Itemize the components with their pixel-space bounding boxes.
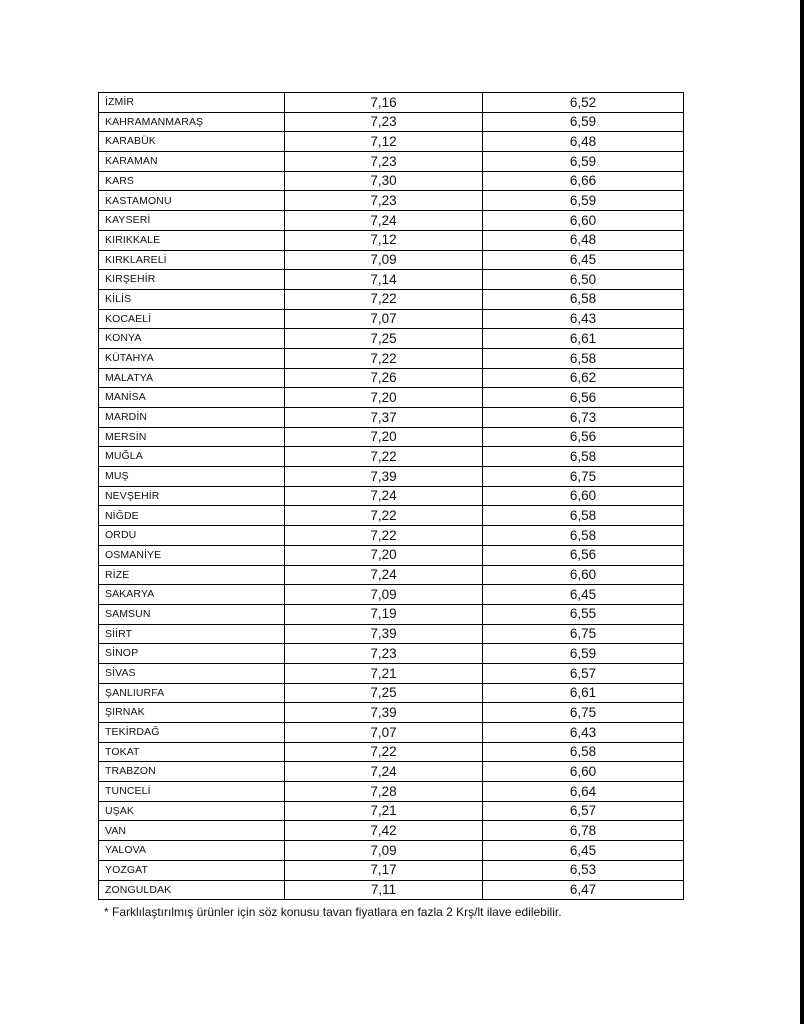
table-row [99,604,684,624]
price-cell-2: 6,66 [483,171,684,191]
price-cell-2: 6,60 [483,211,684,231]
table-row [99,191,684,211]
price-cell-1: 7,07 [285,309,483,329]
price-cell-1: 7,23 [285,112,483,132]
price-cell-1: 7,25 [285,683,483,703]
price-cell-1: 7,23 [285,644,483,664]
price-cell-1: 7,11 [285,880,483,900]
table-row [99,624,684,644]
table-row [99,348,684,368]
price-cell-1: 7,22 [285,742,483,762]
price-cell-2: 6,59 [483,191,684,211]
city-cell: SAMSUN [99,604,285,624]
price-cell-2: 6,61 [483,329,684,349]
table-row [99,821,684,841]
city-cell: KİLİS [99,289,285,309]
city-cell: SAKARYA [99,585,285,605]
city-cell: RİZE [99,565,285,585]
city-cell: MUĞLA [99,447,285,467]
price-cell-1: 7,12 [285,230,483,250]
city-cell: MUŞ [99,467,285,487]
price-cell-2: 6,58 [483,348,684,368]
price-cell-2: 6,59 [483,152,684,172]
table-row [99,683,684,703]
city-cell: MALATYA [99,368,285,388]
city-cell: TRABZON [99,762,285,782]
price-cell-1: 7,28 [285,782,483,802]
table-row [99,408,684,428]
table-row [99,585,684,605]
city-cell: KARAMAN [99,152,285,172]
table-row [99,506,684,526]
table-row [99,171,684,191]
price-cell-2: 6,60 [483,762,684,782]
price-cell-2: 6,60 [483,486,684,506]
city-cell: KASTAMONU [99,191,285,211]
city-cell: KAHRAMANMARAŞ [99,112,285,132]
city-cell: KIRIKKALE [99,230,285,250]
table-row [99,132,684,152]
city-cell: KARS [99,171,285,191]
table-row [99,467,684,487]
price-cell-2: 6,62 [483,368,684,388]
price-cell-1: 7,24 [285,762,483,782]
price-cell-2: 6,58 [483,447,684,467]
table-row [99,427,684,447]
table-row [99,270,684,290]
table-row [99,211,684,231]
price-table-body [99,93,684,900]
table-row [99,93,684,113]
price-cell-1: 7,17 [285,860,483,880]
table-row [99,703,684,723]
table-row [99,289,684,309]
table-row [99,762,684,782]
price-cell-2: 6,78 [483,821,684,841]
city-cell: KONYA [99,329,285,349]
city-cell: ORDU [99,526,285,546]
price-cell-2: 6,48 [483,132,684,152]
table-row [99,860,684,880]
table-row [99,742,684,762]
price-cell-2: 6,57 [483,801,684,821]
table-row [99,723,684,743]
price-cell-2: 6,58 [483,506,684,526]
city-cell: MARDİN [99,408,285,428]
price-cell-2: 6,48 [483,230,684,250]
city-cell: UŞAK [99,801,285,821]
price-cell-2: 6,43 [483,723,684,743]
table-row [99,545,684,565]
price-cell-1: 7,12 [285,132,483,152]
table-row [99,782,684,802]
price-cell-1: 7,39 [285,703,483,723]
price-cell-1: 7,22 [285,526,483,546]
price-cell-1: 7,23 [285,152,483,172]
price-cell-1: 7,20 [285,545,483,565]
price-cell-2: 6,60 [483,565,684,585]
city-cell: KÜTAHYA [99,348,285,368]
city-cell: ŞANLIURFA [99,683,285,703]
table-row [99,565,684,585]
city-cell: YALOVA [99,841,285,861]
price-cell-1: 7,23 [285,191,483,211]
price-cell-2: 6,58 [483,289,684,309]
city-cell: ŞIRNAK [99,703,285,723]
price-cell-2: 6,55 [483,604,684,624]
table-row [99,230,684,250]
price-cell-1: 7,09 [285,250,483,270]
price-cell-1: 7,39 [285,624,483,644]
price-cell-2: 6,75 [483,624,684,644]
price-cell-2: 6,64 [483,782,684,802]
price-cell-2: 6,56 [483,388,684,408]
price-cell-2: 6,52 [483,93,684,113]
price-cell-1: 7,22 [285,289,483,309]
price-cell-2: 6,56 [483,427,684,447]
price-cell-2: 6,57 [483,663,684,683]
city-cell: KIRKLARELİ [99,250,285,270]
table-row [99,663,684,683]
price-cell-2: 6,73 [483,408,684,428]
price-cell-1: 7,30 [285,171,483,191]
price-cell-2: 6,59 [483,112,684,132]
table-row [99,388,684,408]
price-cell-2: 6,47 [483,880,684,900]
price-cell-1: 7,22 [285,447,483,467]
price-cell-1: 7,21 [285,663,483,683]
price-cell-1: 7,20 [285,427,483,447]
price-cell-1: 7,37 [285,408,483,428]
city-cell: SİİRT [99,624,285,644]
price-cell-1: 7,24 [285,565,483,585]
price-cell-2: 6,45 [483,250,684,270]
price-cell-2: 6,59 [483,644,684,664]
price-cell-2: 6,45 [483,585,684,605]
price-cell-2: 6,53 [483,860,684,880]
price-cell-1: 7,21 [285,801,483,821]
city-cell: SİNOP [99,644,285,664]
price-cell-1: 7,20 [285,388,483,408]
price-cell-2: 6,43 [483,309,684,329]
price-cell-1: 7,09 [285,841,483,861]
price-cell-1: 7,24 [285,211,483,231]
price-cell-1: 7,09 [285,585,483,605]
table-row [99,329,684,349]
city-cell: İZMİR [99,93,285,113]
table-row [99,447,684,467]
table-row [99,152,684,172]
table-row [99,644,684,664]
city-cell: KAYSERİ [99,211,285,231]
price-cell-2: 6,45 [483,841,684,861]
price-cell-1: 7,22 [285,506,483,526]
city-cell: TUNCELİ [99,782,285,802]
price-cell-1: 7,07 [285,723,483,743]
city-cell: KIRŞEHİR [99,270,285,290]
table-row [99,526,684,546]
price-cell-2: 6,75 [483,703,684,723]
price-cell-2: 6,50 [483,270,684,290]
price-table [98,92,684,900]
city-cell: OSMANİYE [99,545,285,565]
price-cell-1: 7,16 [285,93,483,113]
price-cell-1: 7,42 [285,821,483,841]
price-cell-2: 6,61 [483,683,684,703]
city-cell: MERSİN [99,427,285,447]
price-cell-1: 7,39 [285,467,483,487]
city-cell: TEKİRDAĞ [99,723,285,743]
price-cell-1: 7,26 [285,368,483,388]
city-cell: SİVAS [99,663,285,683]
city-cell: NİĞDE [99,506,285,526]
city-cell: MANİSA [99,388,285,408]
footnote: * Farklılaştırılmış ürünler için söz konusu tavan fiyatlara en fazla 2 Krş/lt ilave edilebilir. [104,905,562,919]
price-cell-2: 6,56 [483,545,684,565]
table-row [99,486,684,506]
price-cell-1: 7,19 [285,604,483,624]
price-cell-1: 7,24 [285,486,483,506]
price-cell-1: 7,25 [285,329,483,349]
table-row [99,309,684,329]
table-row [99,250,684,270]
price-cell-1: 7,14 [285,270,483,290]
city-cell: YOZGAT [99,860,285,880]
city-cell: NEVŞEHİR [99,486,285,506]
city-cell: VAN [99,821,285,841]
city-cell: ZONGULDAK [99,880,285,900]
price-cell-2: 6,75 [483,467,684,487]
price-cell-1: 7,22 [285,348,483,368]
city-cell: KARABÜK [99,132,285,152]
city-cell: KOCAELİ [99,309,285,329]
table-row [99,841,684,861]
table-row [99,801,684,821]
table-row [99,368,684,388]
table-row [99,880,684,900]
city-cell: TOKAT [99,742,285,762]
table-row [99,112,684,132]
price-cell-2: 6,58 [483,526,684,546]
price-cell-2: 6,58 [483,742,684,762]
